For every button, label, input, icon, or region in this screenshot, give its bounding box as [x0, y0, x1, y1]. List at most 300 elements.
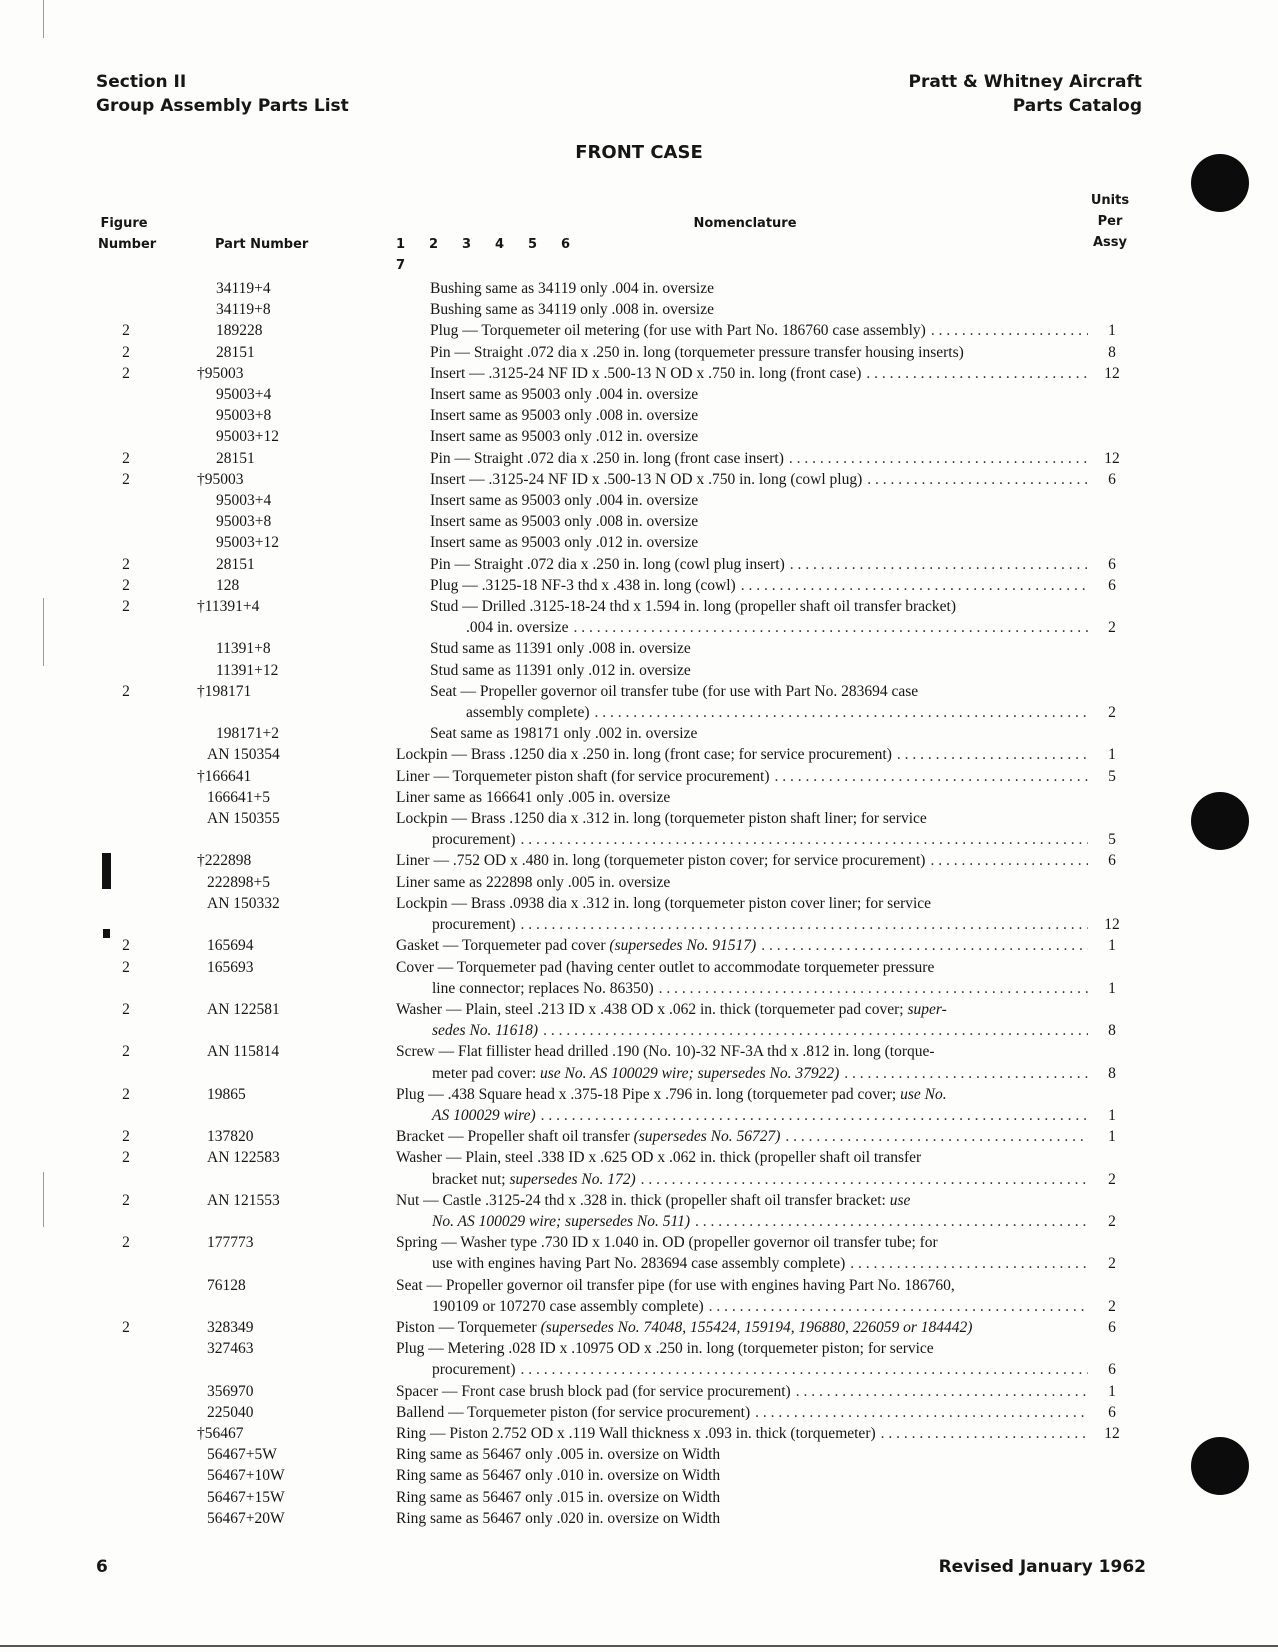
units-per-assy: 1	[1108, 937, 1116, 955]
indent-level: 1	[396, 237, 406, 252]
dot-leader	[930, 850, 1088, 871]
units-per-assy: 1	[1108, 979, 1116, 997]
part-number: 165693	[207, 958, 254, 976]
section-name: Group Assembly Parts List	[96, 96, 349, 116]
nomenclature-line: Spacer — Front case brush block pad (for service procurement)	[396, 1382, 791, 1400]
units-per-assy: 2	[1108, 1297, 1116, 1315]
part-number: 128	[216, 576, 240, 594]
nomenclature	[430, 511, 1088, 532]
table-row	[0, 1465, 1278, 1486]
nomenclature-line: .004 in. oversize	[466, 619, 569, 637]
table-row	[0, 744, 1278, 765]
nomenclature-line: Piston — Torquemeter (supersedes No. 74048, 155424, 159194, 196880, 226059 or 184442)	[396, 1318, 973, 1336]
nomenclature	[430, 490, 1088, 511]
dot-leader	[850, 1253, 1088, 1274]
part-number: 56467+15W	[207, 1488, 285, 1506]
part-number: 34119+8	[216, 301, 271, 319]
nomenclature	[430, 363, 1088, 384]
table-row	[0, 299, 1278, 320]
nomenclature-line: Pin — Straight .072 dia x .250 in. long (front case insert)	[430, 449, 784, 467]
page-title: FRONT CASE	[575, 142, 703, 163]
part-number: 198171+2	[216, 725, 279, 743]
nomenclature	[396, 999, 1088, 1041]
table-row	[0, 596, 1278, 638]
nomenclature	[396, 1423, 1088, 1444]
indent-level: 5	[528, 237, 538, 252]
nomenclature-line: Liner same as 166641 only .005 in. oversize	[396, 788, 671, 806]
figure-number: 2	[122, 1085, 130, 1103]
nomenclature-line: sedes No. 11618)	[432, 1022, 539, 1040]
part-number: 137820	[207, 1128, 254, 1146]
nomenclature	[430, 278, 1088, 299]
units-per-assy: 8	[1108, 1064, 1116, 1082]
dot-leader	[521, 1359, 1089, 1380]
table-row	[0, 808, 1278, 850]
dot-leader	[543, 1020, 1088, 1041]
figure-number: 2	[122, 958, 130, 976]
dot-leader	[541, 1105, 1088, 1126]
units-per-assy: 6	[1108, 470, 1116, 488]
figure-number: 2	[122, 598, 130, 616]
nomenclature-line: Bushing same as 34119 only .004 in. oversize	[430, 280, 714, 297]
dot-leader	[595, 702, 1088, 723]
parts-list	[0, 278, 1278, 1529]
table-row	[0, 1317, 1278, 1338]
table-row	[0, 363, 1278, 384]
nomenclature	[430, 320, 1088, 341]
nomenclature-line: Nut — Castle .3125-24 thd x .328 in. thick (propeller shaft oil transfer bracket: use	[396, 1191, 911, 1209]
figure-number: 2	[122, 1234, 130, 1252]
part-number: †95003	[197, 470, 244, 488]
table-row	[0, 1444, 1278, 1465]
dot-leader	[695, 1211, 1088, 1232]
publisher-header	[909, 70, 1143, 118]
units-per-assy: 2	[1108, 704, 1116, 722]
units-per-assy: 8	[1108, 1022, 1116, 1040]
table-row	[0, 935, 1278, 956]
column-header-part-number: Part Number	[215, 237, 309, 252]
table-row	[0, 511, 1278, 532]
dot-leader	[844, 1063, 1088, 1084]
nomenclature-line: Ring same as 56467 only .005 in. oversize on Width	[396, 1446, 721, 1464]
part-number: 95003+12	[216, 534, 279, 552]
units-per-assy: 1	[1108, 1106, 1116, 1124]
nomenclature	[430, 405, 1088, 426]
nomenclature-line: Insert same as 95003 only .012 in. oversize	[430, 534, 699, 552]
nomenclature-line: Insert same as 95003 only .008 in. oversize	[430, 513, 699, 531]
units-per-assy: 6	[1108, 1403, 1116, 1421]
part-number: AN 122583	[207, 1149, 280, 1167]
dot-leader	[755, 1402, 1088, 1423]
nomenclature-line: Insert same as 95003 only .004 in. oversize	[430, 492, 699, 510]
nomenclature	[430, 554, 1088, 575]
nomenclature-line: Liner — Torquemeter piston shaft (for service procurement)	[396, 767, 770, 785]
scan-bottom-edge	[0, 1645, 1278, 1647]
units-per-assy: 12	[1104, 449, 1120, 467]
column-header-figure-line2: Number	[98, 237, 157, 252]
nomenclature	[396, 808, 1088, 850]
indent-level: 3	[462, 237, 472, 252]
nomenclature	[396, 1275, 1088, 1317]
units-per-assy: 5	[1108, 831, 1116, 849]
nomenclature	[396, 1317, 1088, 1338]
units-per-assy: 1	[1108, 1382, 1116, 1400]
nomenclature-line: Spring — Washer type .730 ID x 1.040 in. OD (propeller governor oil transfer tube; for	[396, 1234, 938, 1252]
nomenclature	[396, 1402, 1088, 1423]
figure-number: 2	[122, 682, 130, 700]
nomenclature	[396, 1190, 1088, 1232]
part-number: 95003+8	[216, 407, 272, 425]
units-per-assy: 8	[1108, 343, 1116, 361]
part-number: 95003+4	[216, 492, 272, 510]
nomenclature	[396, 872, 1088, 893]
nomenclature-line: Plug — Torquemeter oil metering (for use with Part No. 186760 case assembly)	[430, 322, 926, 340]
nomenclature-line: Insert same as 95003 only .004 in. oversize	[430, 386, 699, 404]
units-per-assy: 1	[1108, 1128, 1116, 1146]
units-per-assy: 2	[1108, 1255, 1116, 1273]
part-number: 11391+8	[216, 640, 271, 658]
table-row	[0, 681, 1278, 723]
part-number: 95003+12	[216, 428, 279, 446]
nomenclature-line: Insert — .3125-24 NF ID x .500-13 N OD x .750 in. long (cowl plug)	[430, 470, 863, 488]
dot-leader	[741, 575, 1088, 596]
dot-leader	[641, 1169, 1088, 1190]
nomenclature-line: Washer — Plain, steel .213 ID x .438 OD x .062 in. thick (torquemeter pad cover; super-	[396, 1000, 947, 1018]
column-header-units-line2: Per	[1097, 214, 1123, 229]
nomenclature	[396, 1444, 1088, 1465]
nomenclature	[396, 1487, 1088, 1508]
part-number: AN 150354	[207, 746, 280, 764]
nomenclature-line: Seat same as 198171 only .002 in. oversize	[430, 725, 698, 743]
part-number: 56467+20W	[207, 1509, 285, 1527]
part-number: AN 150332	[207, 894, 280, 912]
table-row	[0, 850, 1278, 871]
nomenclature-line: procurement)	[432, 831, 516, 849]
dot-leader	[775, 766, 1088, 787]
dot-leader	[790, 554, 1088, 575]
part-number: 328349	[207, 1318, 254, 1336]
table-row	[0, 532, 1278, 553]
part-number: †95003	[197, 364, 244, 382]
part-number: 165694	[207, 937, 254, 955]
nomenclature	[430, 723, 1088, 744]
publisher-name: Pratt & Whitney Aircraft	[908, 72, 1142, 92]
units-per-assy: 2	[1108, 619, 1116, 637]
dot-leader	[789, 448, 1088, 469]
units-per-assy: 1	[1108, 746, 1116, 764]
figure-number: 2	[122, 322, 130, 340]
nomenclature-line: use with engines having Part No. 283694 case assembly complete)	[432, 1255, 846, 1273]
margin-rule-top	[43, 0, 44, 38]
table-row	[0, 1423, 1278, 1444]
nomenclature	[430, 426, 1088, 447]
part-number: AN 122581	[207, 1000, 280, 1018]
table-row	[0, 872, 1278, 893]
dot-leader	[709, 1296, 1088, 1317]
catalog-name: Parts Catalog	[1012, 96, 1142, 116]
nomenclature-line: Plug — .3125-18 NF-3 thd x .438 in. long (cowl)	[430, 576, 736, 594]
nomenclature-line: Plug — Metering .028 ID x .10975 OD x .250 in. long (torquemeter piston; for service	[396, 1340, 934, 1358]
nomenclature	[396, 1508, 1088, 1529]
units-per-assy: 5	[1108, 767, 1116, 785]
column-header-nomenclature: Nomenclature	[693, 216, 797, 231]
section-header	[96, 70, 349, 118]
indent-level: 4	[495, 237, 505, 252]
part-number: 28151	[216, 449, 255, 467]
table-row	[0, 448, 1278, 469]
part-number: 225040	[207, 1403, 254, 1421]
nomenclature	[396, 957, 1088, 999]
part-number: †198171	[197, 682, 252, 700]
nomenclature-line: Cover — Torquemeter pad (having center outlet to accommodate torquemeter pressure	[396, 958, 935, 976]
nomenclature	[430, 660, 1088, 681]
nomenclature-line: Liner same as 222898 only .005 in. oversize	[396, 873, 671, 891]
column-header-units	[1080, 190, 1140, 253]
nomenclature	[430, 299, 1088, 320]
nomenclature	[396, 1338, 1088, 1380]
nomenclature	[430, 532, 1088, 553]
nomenclature-line: Seat — Propeller governor oil transfer tube (for use with Part No. 283694 case	[430, 682, 919, 700]
nomenclature	[396, 935, 1088, 956]
table-row	[0, 278, 1278, 299]
units-per-assy: 12	[1104, 1424, 1120, 1442]
part-number: 95003+4	[216, 386, 272, 404]
part-number: 76128	[207, 1276, 246, 1294]
units-per-assy: 6	[1108, 576, 1116, 594]
dot-leader	[867, 469, 1088, 490]
table-row	[0, 1232, 1278, 1274]
dot-leader	[866, 363, 1088, 384]
part-number: 189228	[216, 322, 263, 340]
part-number: 19865	[207, 1085, 246, 1103]
table-row	[0, 469, 1278, 490]
nomenclature-line: Insert same as 95003 only .012 in. oversize	[430, 428, 699, 446]
table-row	[0, 575, 1278, 596]
part-number: 56467+5W	[207, 1446, 277, 1464]
nomenclature	[430, 469, 1088, 490]
dot-leader	[761, 935, 1088, 956]
nomenclature	[430, 575, 1088, 596]
nomenclature-line: Stud — Drilled .3125-18-24 thd x 1.594 in. long (propeller shaft oil transfer bracket)	[430, 598, 957, 616]
nomenclature-line: Ballend — Torquemeter piston (for service procurement)	[396, 1403, 751, 1421]
nomenclature-line: procurement)	[432, 1361, 516, 1379]
nomenclature-line: meter pad cover: use No. AS 100029 wire; supersedes No. 37922)	[432, 1064, 840, 1082]
nomenclature-line: Gasket — Torquemeter pad cover (supersedes No. 91517)	[396, 937, 757, 955]
units-per-assy: 12	[1104, 364, 1120, 382]
nomenclature	[430, 681, 1088, 723]
table-row	[0, 490, 1278, 511]
figure-number: 2	[122, 1128, 130, 1146]
revision-date: Revised January 1962	[938, 1557, 1146, 1577]
table-row	[0, 723, 1278, 744]
dot-leader	[659, 978, 1088, 999]
nomenclature-line: AS 100029 wire)	[432, 1106, 536, 1124]
nomenclature	[396, 893, 1088, 935]
nomenclature	[396, 1381, 1088, 1402]
figure-number: 2	[122, 1043, 130, 1061]
part-number: †56467	[197, 1424, 244, 1442]
nomenclature	[430, 342, 1088, 363]
part-number: 327463	[207, 1340, 254, 1358]
nomenclature	[396, 744, 1088, 765]
part-number: †166641	[197, 767, 252, 785]
units-per-assy: 6	[1108, 852, 1116, 870]
table-row	[0, 1487, 1278, 1508]
column-header-indent-levels	[396, 234, 606, 276]
nomenclature-line: Bracket — Propeller shaft oil transfer (supersedes No. 56727)	[396, 1128, 781, 1146]
nomenclature	[430, 638, 1088, 659]
nomenclature	[396, 1465, 1088, 1486]
part-number: 11391+12	[216, 661, 279, 679]
table-row	[0, 1041, 1278, 1083]
units-per-assy: 6	[1108, 555, 1116, 573]
nomenclature-line: Stud same as 11391 only .012 in. oversize	[430, 661, 691, 679]
figure-number: 2	[122, 343, 130, 361]
figure-number: 2	[122, 576, 130, 594]
part-number: 28151	[216, 555, 255, 573]
nomenclature-line: bracket nut; supersedes No. 172)	[432, 1170, 636, 1188]
nomenclature	[396, 787, 1088, 808]
table-row	[0, 766, 1278, 787]
table-row	[0, 1275, 1278, 1317]
table-row	[0, 342, 1278, 363]
nomenclature	[396, 766, 1088, 787]
table-row	[0, 660, 1278, 681]
figure-number: 2	[122, 937, 130, 955]
figure-number: 2	[122, 1191, 130, 1209]
part-number: AN 150355	[207, 810, 280, 828]
dot-leader	[881, 1423, 1088, 1444]
table-row	[0, 1190, 1278, 1232]
table-row	[0, 1126, 1278, 1147]
table-row	[0, 1402, 1278, 1423]
page-number: 6	[96, 1557, 108, 1577]
nomenclature-line: Washer — Plain, steel .338 ID x .625 OD x .062 in. thick (propeller shaft oil transfer	[396, 1149, 922, 1167]
table-row	[0, 1084, 1278, 1126]
column-header-figure	[98, 213, 157, 255]
nomenclature	[396, 1126, 1088, 1147]
units-per-assy: 6	[1108, 1361, 1116, 1379]
nomenclature	[430, 384, 1088, 405]
table-row	[0, 405, 1278, 426]
nomenclature-line: Bushing same as 34119 only .008 in. oversize	[430, 301, 714, 319]
part-number: †11391+4	[197, 598, 260, 616]
column-header-figure-line1: Figure	[100, 216, 148, 231]
nomenclature	[396, 1084, 1088, 1126]
part-number: 34119+4	[216, 280, 271, 297]
nomenclature	[396, 1147, 1088, 1189]
units-per-assy: 6	[1108, 1318, 1116, 1336]
table-row	[0, 384, 1278, 405]
dot-leader	[796, 1381, 1088, 1402]
nomenclature-line: procurement)	[432, 916, 516, 934]
nomenclature	[396, 850, 1088, 871]
nomenclature-line: Plug — .438 Square head x .375-18 Pipe x .796 in. long (torquemeter pad cover; use No.	[396, 1085, 947, 1103]
figure-number: 2	[122, 555, 130, 573]
units-per-assy: 2	[1108, 1170, 1116, 1188]
nomenclature	[430, 448, 1088, 469]
figure-number: 2	[122, 449, 130, 467]
nomenclature-line: Ring same as 56467 only .010 in. oversize on Width	[396, 1467, 721, 1485]
part-number: 95003+8	[216, 513, 272, 531]
dot-leader	[897, 744, 1088, 765]
nomenclature-line: Lockpin — Brass .1250 dia x .250 in. long (front case; for service procurement)	[396, 746, 892, 764]
dot-leader	[785, 1126, 1088, 1147]
indent-level: 6	[561, 237, 571, 252]
nomenclature-line: Insert — .3125-24 NF ID x .500-13 N OD x .750 in. long (front case)	[430, 364, 862, 382]
nomenclature-line: Ring same as 56467 only .015 in. oversize on Width	[396, 1488, 721, 1506]
figure-number: 2	[122, 364, 130, 382]
nomenclature-line: Ring same as 56467 only .020 in. oversize on Width	[396, 1509, 721, 1527]
figure-number: 2	[122, 1000, 130, 1018]
part-number: 356970	[207, 1382, 254, 1400]
table-row	[0, 554, 1278, 575]
table-row	[0, 1508, 1278, 1529]
nomenclature-line: Lockpin — Brass .1250 dia x .312 in. long (torquemeter piston shaft liner; for service	[396, 810, 927, 828]
column-header-units-line1: Units	[1090, 193, 1130, 208]
table-row	[0, 638, 1278, 659]
indent-level: 7	[396, 258, 406, 273]
table-row	[0, 1147, 1278, 1189]
table-row	[0, 426, 1278, 447]
nomenclature-line: Pin — Straight .072 dia x .250 in. long (torquemeter pressure transfer housing inserts)	[430, 343, 964, 361]
nomenclature-line: Pin — Straight .072 dia x .250 in. long (cowl plug insert)	[430, 555, 785, 573]
section-number: Section II	[96, 72, 187, 92]
table-row	[0, 1338, 1278, 1380]
units-per-assy: 1	[1108, 322, 1116, 340]
nomenclature-line: line connector; replaces No. 86350)	[432, 979, 654, 997]
nomenclature-line: Seat — Propeller governor oil transfer pipe (for use with engines having Part No. 186760,	[396, 1276, 955, 1294]
figure-number: 2	[122, 470, 130, 488]
nomenclature	[396, 1041, 1088, 1083]
nomenclature	[430, 596, 1088, 638]
table-row	[0, 893, 1278, 935]
nomenclature-line: Stud same as 11391 only .008 in. oversize	[430, 640, 691, 658]
dot-leader	[931, 320, 1088, 341]
table-row	[0, 787, 1278, 808]
nomenclature-line: Liner — .752 OD x .480 in. long (torquemeter piston cover; for service procurement)	[396, 852, 926, 870]
nomenclature-line: 190109 or 107270 case assembly complete)	[432, 1297, 704, 1315]
table-row	[0, 999, 1278, 1041]
dot-leader	[521, 829, 1089, 850]
nomenclature-line: Screw — Flat fillister head drilled .190 (No. 10)-32 NF-3A thd x .812 in. long (torque-	[396, 1043, 935, 1061]
nomenclature-line: Lockpin — Brass .0938 dia x .312 in. long (torquemeter piston cover liner; for service	[396, 894, 932, 912]
figure-number: 2	[122, 1318, 130, 1336]
table-row	[0, 320, 1278, 341]
indent-level: 2	[429, 237, 439, 252]
part-number: 166641+5	[207, 788, 270, 806]
units-per-assy: 2	[1108, 1212, 1116, 1230]
nomenclature-line: No. AS 100029 wire; supersedes No. 511)	[432, 1212, 691, 1230]
part-number: †222898	[197, 852, 252, 870]
table-row	[0, 957, 1278, 999]
part-number: AN 115814	[207, 1043, 280, 1061]
part-number: 177773	[207, 1234, 254, 1252]
part-number: AN 121553	[207, 1191, 280, 1209]
nomenclature-line: Ring — Piston 2.752 OD x .119 Wall thickness x .093 in. thick (torquemeter)	[396, 1424, 876, 1442]
dot-leader	[573, 617, 1088, 638]
part-number: 222898+5	[207, 873, 270, 891]
table-row	[0, 1381, 1278, 1402]
nomenclature-line: assembly complete)	[466, 704, 590, 722]
nomenclature-line: Insert same as 95003 only .008 in. oversize	[430, 407, 699, 425]
part-number: 28151	[216, 343, 255, 361]
dot-leader	[521, 914, 1089, 935]
figure-number: 2	[122, 1149, 130, 1167]
units-per-assy: 12	[1104, 916, 1120, 934]
part-number: 56467+10W	[207, 1467, 285, 1485]
column-header-units-line3: Assy	[1092, 235, 1127, 250]
